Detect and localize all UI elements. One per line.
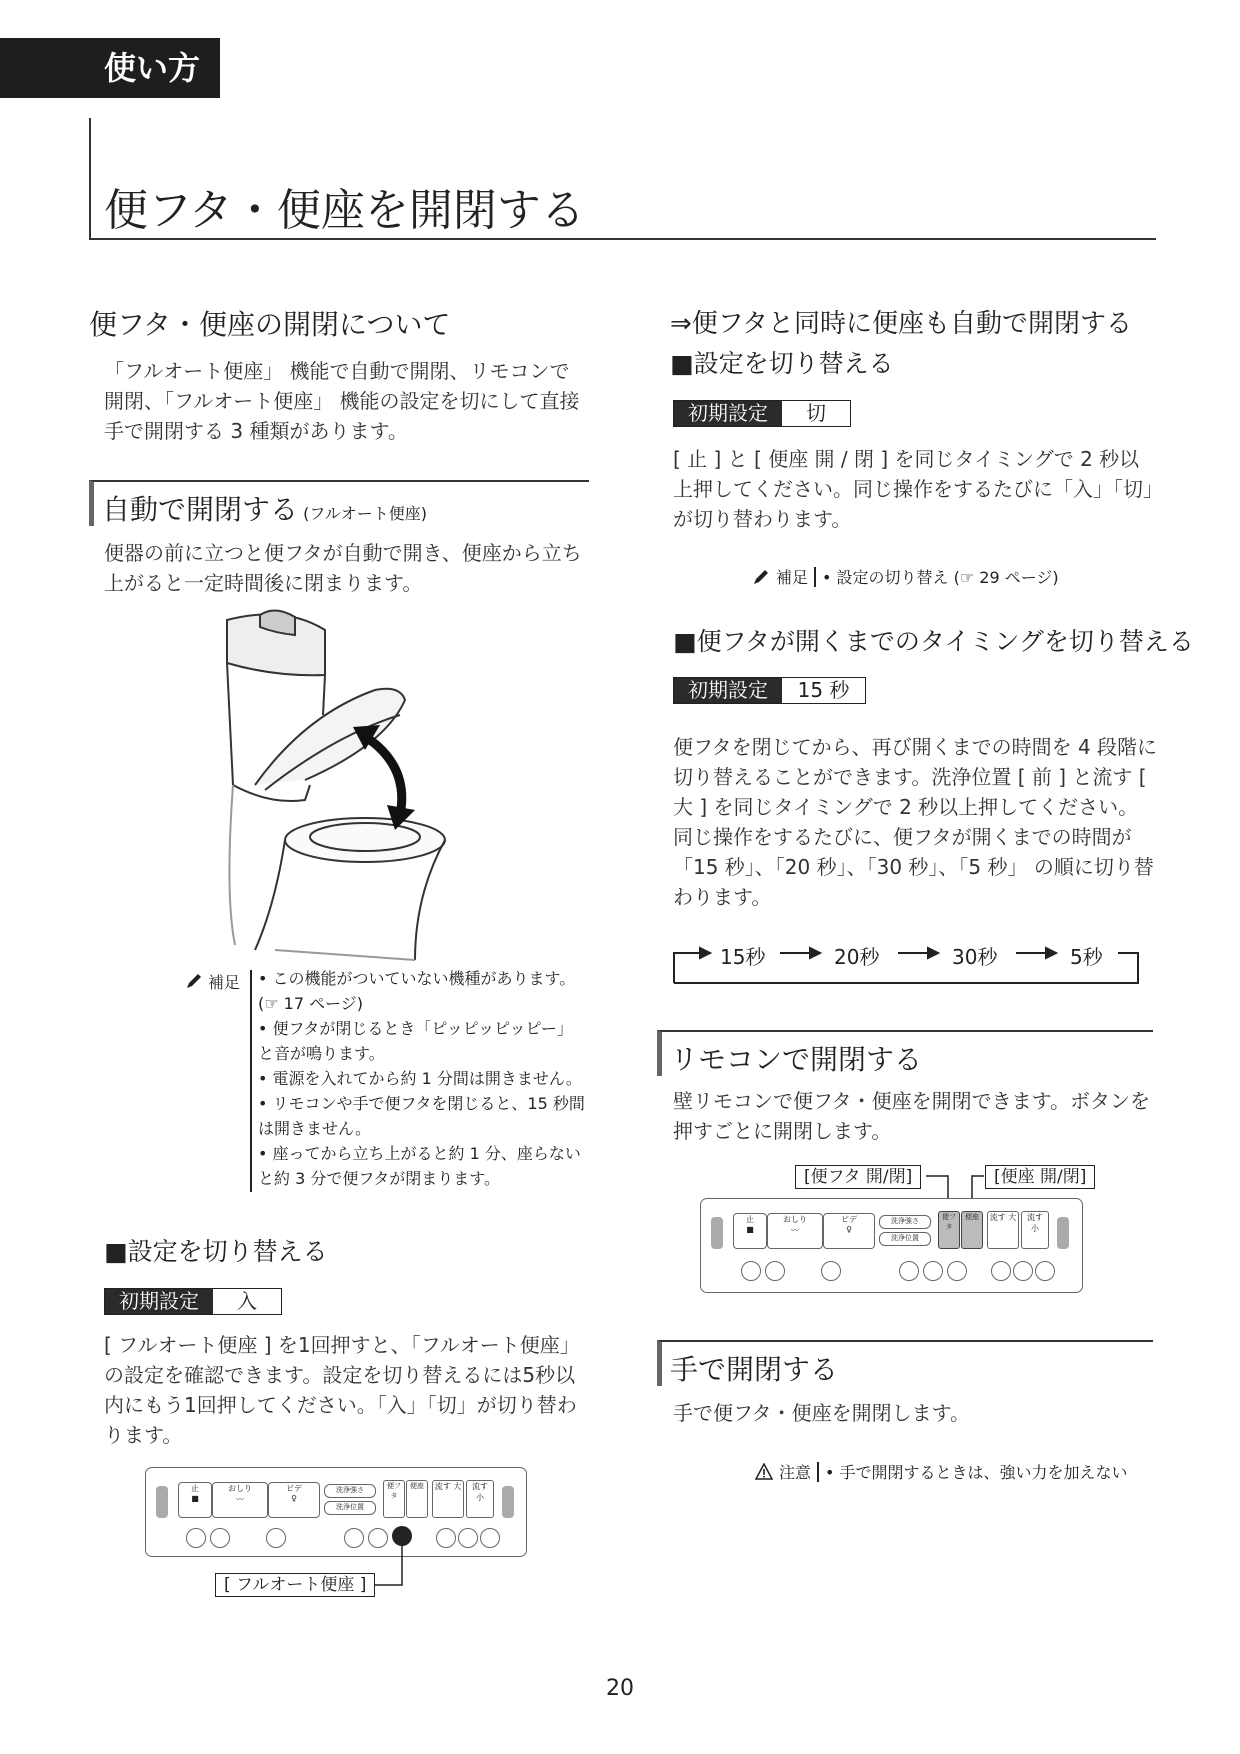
auto-text: 便器の前に立つと便フタが自動で開き、便座から立ち上がると一定時間後に閉まります。 (104, 541, 582, 595)
flush-small-button[interactable]: 流す 小 (466, 1480, 494, 1518)
lid-button[interactable]: 便フタ (383, 1480, 405, 1518)
bidet-button[interactable]: ビデ ♀ (268, 1482, 320, 1518)
round-button[interactable] (186, 1528, 206, 1548)
note-bar (817, 1462, 819, 1482)
pencil-icon (185, 972, 203, 994)
page-title: 便フタ・便座を開閉する (104, 185, 585, 236)
pencil-icon (752, 568, 770, 586)
sync-note-text: • 設定の切り替え (☞ 29 ページ) (822, 568, 1059, 587)
title-rule-horizontal (89, 238, 1156, 240)
round-button[interactable] (1035, 1261, 1055, 1281)
round-button[interactable] (266, 1528, 286, 1548)
round-button[interactable] (480, 1528, 500, 1548)
timing-setting-value: 15 秒 (797, 678, 850, 702)
flow-step: 30秒 (952, 945, 998, 969)
round-button[interactable] (991, 1261, 1011, 1281)
about-text: 「フルオート便座」 機能で自動で開閉、リモコンで開閉、「フルオート便座」 機能の設定を切にして直接手で開閉する 3 種類があります。 (104, 359, 580, 443)
sync-setting-box (673, 400, 851, 427)
round-button[interactable] (210, 1528, 230, 1548)
note-label: 補足 (208, 973, 241, 992)
timing-setting-label: 初期設定 (674, 678, 782, 703)
sync-setting-value: 切 (806, 401, 826, 425)
page-number: 20 (606, 1676, 634, 1701)
round-button[interactable] (899, 1261, 919, 1281)
remote-heading: リモコンで開閉する (670, 1043, 923, 1076)
round-button[interactable] (436, 1528, 456, 1548)
round-button[interactable] (947, 1261, 967, 1281)
sync-note (752, 565, 1059, 588)
toilet-illustration (215, 605, 465, 965)
hand-text: 手で便フタ・便座を開閉します。 (673, 1401, 970, 1425)
remote-indicator (1057, 1217, 1069, 1249)
note-item: • 電源を入れてから約 1 分間は開きません。 (258, 1069, 582, 1088)
hand-section-heading (657, 1340, 1153, 1386)
round-button[interactable] (458, 1528, 478, 1548)
round-button[interactable] (741, 1261, 761, 1281)
timing-setting-box (673, 677, 866, 704)
round-button[interactable] (765, 1261, 785, 1281)
section-tab: 使い方 (0, 38, 220, 98)
stop-button[interactable]: 止 ■ (178, 1482, 212, 1518)
note-item: • リモコンや手で便フタを閉じると、15 秒間は開きません。 (258, 1094, 585, 1138)
round-button[interactable] (821, 1261, 841, 1281)
remote-indicator (711, 1217, 723, 1249)
setting-heading: ■設定を切り替える (104, 1237, 328, 1266)
stop-button[interactable]: 止 ■ (733, 1213, 767, 1249)
title-rule-vertical (89, 118, 91, 240)
seat-open-close-label: [便座 開/閉] (985, 1165, 1095, 1189)
lid-open-close-label: [便フタ 開/閉] (795, 1165, 921, 1189)
flow-step: 15秒 (720, 945, 766, 969)
full-auto-seat-button[interactable] (392, 1526, 412, 1546)
auto-section-heading (89, 480, 589, 526)
bidet-button[interactable]: ビデ ♀ (823, 1213, 875, 1249)
warning-icon (755, 1463, 773, 1480)
sync-setting-label: 初期設定 (674, 401, 782, 426)
auto-heading: 自動で開閉する (102, 493, 299, 526)
flush-small-button[interactable]: 流す 小 (1021, 1211, 1049, 1249)
oshiri-button[interactable]: おしり 〰 (212, 1482, 268, 1518)
note-item: • 座ってから立ち上がると約 1 分、座らないと約 3 分で便フタが閉まります。 (258, 1144, 581, 1188)
flush-big-button[interactable]: 流す 大 (987, 1211, 1019, 1249)
oshiri-button[interactable]: おしり 〰 (767, 1213, 823, 1249)
remote-indicator (156, 1486, 168, 1518)
caution-label: 注意 (779, 1463, 812, 1482)
timing-heading: ■便フタが開くまでのタイミングを切り替える (673, 627, 1194, 656)
timing-text: 便フタを閉じてから、再び開くまでの時間を 4 段階に切り替えることができます。洗浄位置 [ 前 ] と流す [ 大 ] を同じタイミングで 2 秒以上押してください。同じ操作をするたびに、便フタが開くまでの時間が「15 秒」、「20 秒」、「30 秒」、「5 秒」 の順に切り替わります。 (673, 735, 1158, 909)
remote-text: 壁リモコンで便フタ・便座を開閉できます。ボタンを押すごとに開閉します。 (673, 1089, 1150, 1143)
flow-step: 5秒 (1070, 945, 1103, 969)
lid-button[interactable]: 便フタ (938, 1211, 960, 1249)
seat-button[interactable]: 便座 (961, 1211, 983, 1249)
flush-big-button[interactable]: 流す 大 (432, 1480, 464, 1518)
caution-text: • 手で開閉するときは、強い力を加えない (825, 1463, 1128, 1482)
sync-text: [ 止 ] と [ 便座 開 / 閉 ] を同じタイミングで 2 秒以上押してください。同じ操作をするたびに「入」「切」が切り替わります。 (673, 447, 1153, 531)
setting-text: [ フルオート便座 ] を1回押すと、「フルオート便座」の設定を確認できます。設定を切り替えるには5秒以内にもう1回押してください。「入」「切」が切り替わります。 (104, 1333, 580, 1447)
wash-position-button[interactable]: 洗浄位置 (324, 1501, 376, 1515)
sync-note-label: 補足 (776, 568, 809, 587)
full-auto-seat-label: [ フルオート便座 ] (215, 1573, 375, 1597)
note-bar (814, 567, 816, 587)
auto-subheading: (フルオート便座) (303, 504, 427, 523)
round-button[interactable] (923, 1261, 943, 1281)
wash-position-button[interactable]: 洗浄位置 (879, 1232, 931, 1246)
sync-heading: ⇒便フタと同時に便座も自動で開閉する (670, 309, 1132, 339)
setting-value: 入 (237, 1289, 257, 1313)
note-list (258, 966, 588, 1191)
remote-panel-right (700, 1198, 1083, 1293)
round-button[interactable] (1013, 1261, 1033, 1281)
wash-power-button[interactable]: 洗浄強さ (879, 1215, 931, 1229)
setting-label: 初期設定 (105, 1289, 213, 1314)
flow-step: 20秒 (834, 945, 880, 969)
caution-note (755, 1460, 1128, 1483)
remote-panel-left (145, 1467, 527, 1557)
about-heading: 便フタ・便座の開閉について (89, 308, 451, 341)
setting-box (104, 1288, 282, 1315)
note-item: • 便フタが閉じるとき「ピッピッピッピー」と音が鳴ります。 (258, 1019, 573, 1063)
sync-subheading: ■設定を切り替える (670, 349, 894, 378)
remote-section-heading (657, 1030, 1153, 1076)
hand-heading: 手で開閉する (670, 1353, 839, 1386)
wash-power-button[interactable]: 洗浄強さ (324, 1484, 376, 1498)
seat-button[interactable]: 便座 (406, 1480, 428, 1518)
note-bar (250, 970, 252, 1192)
note-item: • この機能がついていない機種があります。(☞ 17 ページ) (258, 969, 576, 1013)
remote-indicator (502, 1486, 514, 1518)
